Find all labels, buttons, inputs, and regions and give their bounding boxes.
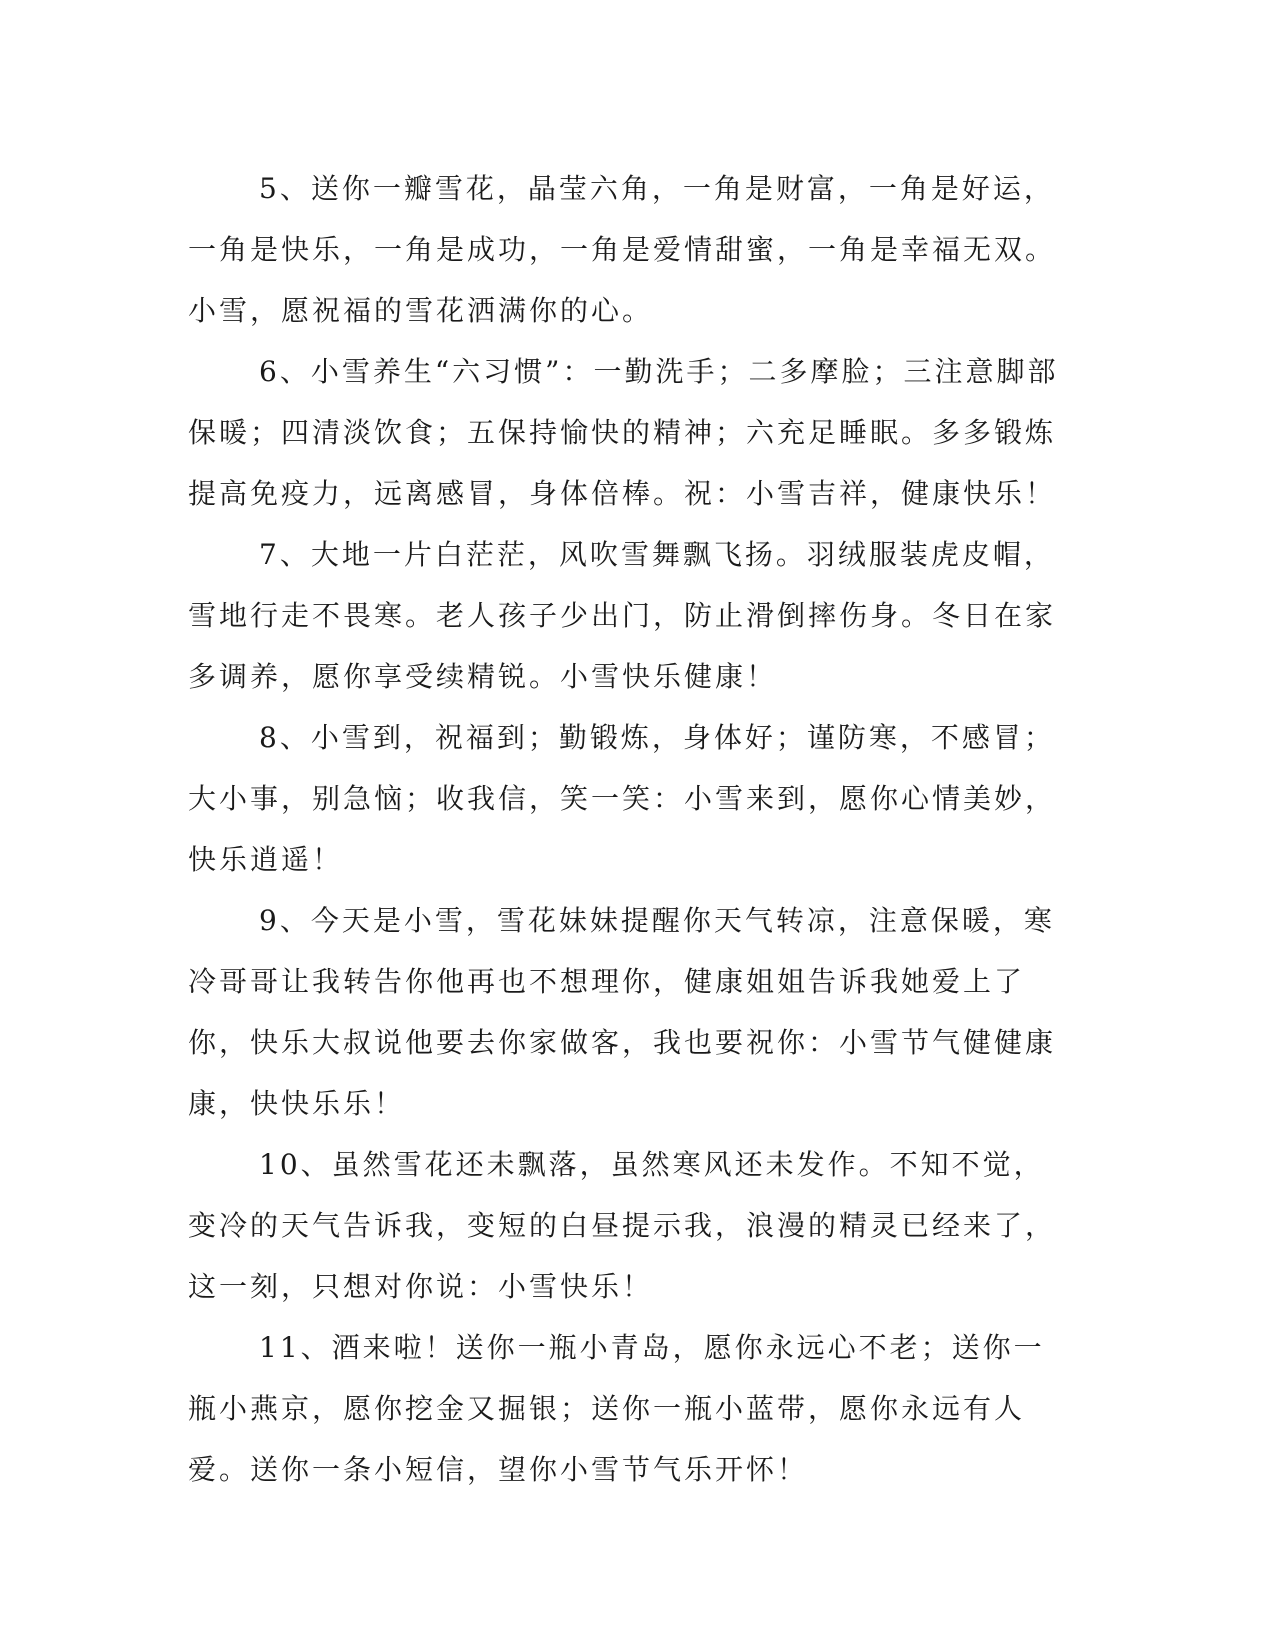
paragraph-6: 6、小雪养生“六习惯”：一勤洗手；二多摩脸；三注意脚部保暖；四清淡饮食；五保持愉快的精神；六充足睡眠。多多锻炼提高免疫力，远离感冒，身体倍棒。祝：小雪吉祥，健康快乐！ xyxy=(188,355,1059,510)
paragraph-5: 5、送你一瓣雪花，晶莹六角，一角是财富，一角是好运，一角是快乐，一角是成功，一角是爱情甜蜜，一角是幸福无双。小雪，愿祝福的雪花洒满你的心。 xyxy=(188,172,1057,327)
paragraph-7: 7、大地一片白茫茫，风吹雪舞飘飞扬。羽绒服装虎皮帽，雪地行走不畏寒。老人孩子少出门，防止滑倒摔伤身。冬日在家多调养，愿你享受续精锐。小雪快乐健康！ xyxy=(188,538,1057,693)
document-body xyxy=(188,158,1070,1500)
paragraph-11: 11、酒来啦！送你一瓶小青岛，愿你永远心不老；送你一瓶小燕京，愿你挖金又掘银；送你一瓶小蓝带，愿你永远有人爱。送你一条小短信，望你小雪节气乐开怀！ xyxy=(188,1331,1045,1486)
paragraph-9: 9、今天是小雪，雪花妹妹提醒你天气转凉，注意保暖，寒冷哥哥让我转告你他再也不想理你，健康姐姐告诉我她爱上了你，快乐大叔说他要去你家做客，我也要祝你：小雪节气健健康康，快快乐乐！ xyxy=(188,904,1057,1120)
paragraph-8: 8、小雪到，祝福到；勤锻炼，身体好；谨防寒，不感冒；大小事，别急恼；收我信，笑一笑：小雪来到，愿你心情美妙，快乐逍遥！ xyxy=(188,721,1057,876)
paragraph-10: 10、虽然雪花还未飘落，虽然寒风还未发作。不知不觉，变冷的天气告诉我，变短的白昼提示我，浪漫的精灵已经来了，这一刻，只想对你说：小雪快乐！ xyxy=(188,1148,1057,1303)
